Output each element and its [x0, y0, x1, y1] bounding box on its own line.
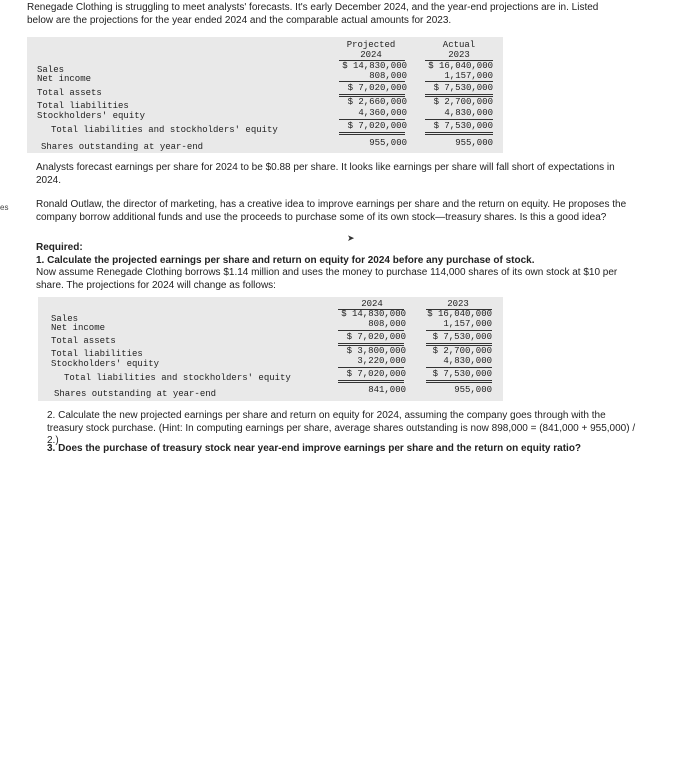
t2-rule-2023-tlse-2 [426, 382, 492, 383]
header-actual-year: 2023 [448, 50, 470, 60]
row-label-sales: Sales [37, 65, 65, 75]
t2-row-label-total-assets: Total assets [51, 336, 116, 346]
value-actual-net-income: 1,157,000 [444, 71, 493, 81]
t2-value-2023-sales: $ 16,040,000 [427, 309, 492, 319]
t2-value-2023-stockholders-equity: 4,830,000 [443, 356, 492, 366]
t2-value-2024-total-assets: $ 7,020,000 [346, 332, 406, 342]
t2-value-2024-net-income: 808,000 [368, 319, 406, 329]
t2-rule-2024-net-income [338, 330, 404, 331]
header-actual: Actual [442, 40, 476, 50]
t2-rule-2024-tlse-1 [338, 380, 404, 381]
t2-value-2024-total-liabilities: $ 3,800,000 [346, 346, 406, 356]
revised-projection-table [38, 297, 503, 401]
t2-row-label-total-liabilities-and-equity: Total liabilities and stockholders' equity [64, 373, 291, 383]
intro-line-1: Renegade Clothing is struggling to meet analysts' forecasts. It's early December 2024, and the year-end projections are in. Listed [27, 2, 599, 13]
ronald-paragraph [36, 199, 686, 224]
question-3: 3. Does the purchase of treasury stock near year-end improve earnings per share and the return on equity ratio? [47, 443, 582, 454]
rule-actual-equity [425, 119, 493, 120]
rule-projected-equity [339, 119, 405, 120]
question-2-line-2: treasury stock purchase. (Hint: In computing earnings per share, average shares outstanding is now 898,000 = (841,000 + 955,000) / [47, 422, 636, 434]
value-projected-net-income: 808,000 [369, 71, 407, 81]
t2-rule-2023-tlse-1 [426, 380, 492, 381]
t2-value-2024-shares-outstanding: 841,000 [368, 385, 406, 395]
value-actual-stockholders-equity: 4,830,000 [444, 108, 493, 118]
value-projected-sales: $ 14,830,000 [342, 61, 407, 71]
value-actual-total-assets: $ 7,530,000 [433, 83, 493, 93]
t2-rule-2023-net-income [426, 330, 492, 331]
analysts-line-2: 2024. [36, 174, 62, 186]
value-projected-stockholders-equity: 4,360,000 [358, 108, 407, 118]
t2-row-label-shares-outstanding: Shares outstanding at year-end [54, 389, 217, 399]
t2-row-label-net-income: Net income [51, 323, 106, 333]
ronald-line-2: company borrow additional funds and use the proceeds to purchase some of its own stock—treasury shares. Is this a good idea? [36, 211, 607, 223]
t2-value-2023-total-liabilities: $ 2,700,000 [432, 346, 492, 356]
t2-value-2023-shares-outstanding: 955,000 [454, 385, 492, 395]
value-actual-sales: $ 16,040,000 [428, 61, 493, 71]
header-projected-year: 2024 [360, 50, 382, 60]
analysts-line-1: Analysts forecast earnings per share for 2024 to be $0.88 per share. It looks like earnings per share will fall short of expectations in [36, 162, 615, 173]
rule-projected-net-income [339, 81, 405, 82]
t2-rule-2024-total-assets-1 [338, 343, 404, 344]
ronald-line-1: Ronald Outlaw, the director of marketing, has a creative idea to improve earnings per share and the return on equity. He proposes the [36, 199, 627, 210]
value-actual-total-liabilities-and-equity: $ 7,530,000 [433, 121, 493, 131]
t2-rule-2024-tlse-2 [338, 382, 404, 383]
value-projected-shares-outstanding: 955,000 [369, 138, 407, 148]
header-2023: 2023 [447, 299, 469, 309]
rule-actual-net-income [425, 81, 493, 82]
header-2024: 2024 [361, 299, 383, 309]
question-2-line-3: 2.) [47, 435, 59, 446]
t2-rule-2023-equity [426, 367, 492, 368]
required-heading: Required: [36, 242, 83, 253]
rule-projected-tlse-2 [339, 134, 405, 135]
value-projected-total-assets: $ 7,020,000 [347, 83, 407, 93]
t2-rule-2023-total-assets-1 [426, 343, 492, 344]
analysts-paragraph [36, 162, 686, 187]
value-projected-total-liabilities-and-equity: $ 7,020,000 [347, 121, 407, 131]
row-label-total-liabilities-and-equity: Total liabilities and stockholders' equity [51, 125, 278, 135]
question-2-line-1: 2. Calculate the new projected earnings per share and return on equity for 2024, assuming the company goes through with the [47, 410, 606, 421]
t2-row-label-total-liabilities: Total liabilities [51, 349, 143, 359]
cropped-sidebar-text: es [0, 203, 9, 212]
t2-value-2023-total-liabilities-and-equity: $ 7,530,000 [432, 369, 492, 379]
rule-projected-tlse-1 [339, 132, 405, 133]
question-1-line-2: Now assume Renegade Clothing borrows $1.14 million and uses the money to purchase 114,000 shares of its own stock at $10 per [36, 267, 618, 278]
intro-line-2: below are the projections for the year ended 2024 and the comparable actual amounts for 2023. [27, 14, 452, 26]
rule-actual-tlse-1 [425, 132, 493, 133]
row-label-net-income: Net income [37, 74, 92, 84]
question-1-line-3: share. The projections for 2024 will change as follows: [36, 279, 276, 291]
row-label-total-assets: Total assets [37, 88, 102, 98]
value-actual-shares-outstanding: 955,000 [455, 138, 493, 148]
t2-value-2023-total-assets: $ 7,530,000 [432, 332, 492, 342]
intro-paragraph [27, 2, 697, 27]
projection-table-2024 [27, 37, 503, 153]
t2-value-2024-stockholders-equity: 3,220,000 [357, 356, 406, 366]
rule-actual-total-assets-1 [425, 94, 493, 95]
header-projected: Projected [346, 40, 396, 50]
value-actual-total-liabilities: $ 2,700,000 [433, 97, 493, 107]
row-label-shares-outstanding: Shares outstanding at year-end [41, 142, 204, 152]
rule-actual-tlse-2 [425, 134, 493, 135]
question-1-line-1: 1. Calculate the projected earnings per share and return on equity for 2024 before any purchase of stock. [36, 254, 535, 266]
t2-rule-2024-equity [338, 367, 404, 368]
row-label-stockholders-equity: Stockholders' equity [37, 111, 146, 121]
t2-value-2023-net-income: 1,157,000 [443, 319, 492, 329]
t2-value-2024-total-liabilities-and-equity: $ 7,020,000 [346, 369, 406, 379]
value-projected-total-liabilities: $ 2,660,000 [347, 97, 407, 107]
rule-projected-total-assets-1 [339, 94, 405, 95]
t2-row-label-sales: Sales [51, 314, 79, 324]
t2-value-2024-sales: $ 14,830,000 [341, 309, 406, 319]
t2-row-label-stockholders-equity: Stockholders' equity [51, 359, 160, 369]
question-2 [47, 410, 697, 448]
required-section [36, 242, 686, 292]
row-label-total-liabilities: Total liabilities [37, 101, 129, 111]
mouse-cursor-icon: ➤ [347, 233, 355, 243]
